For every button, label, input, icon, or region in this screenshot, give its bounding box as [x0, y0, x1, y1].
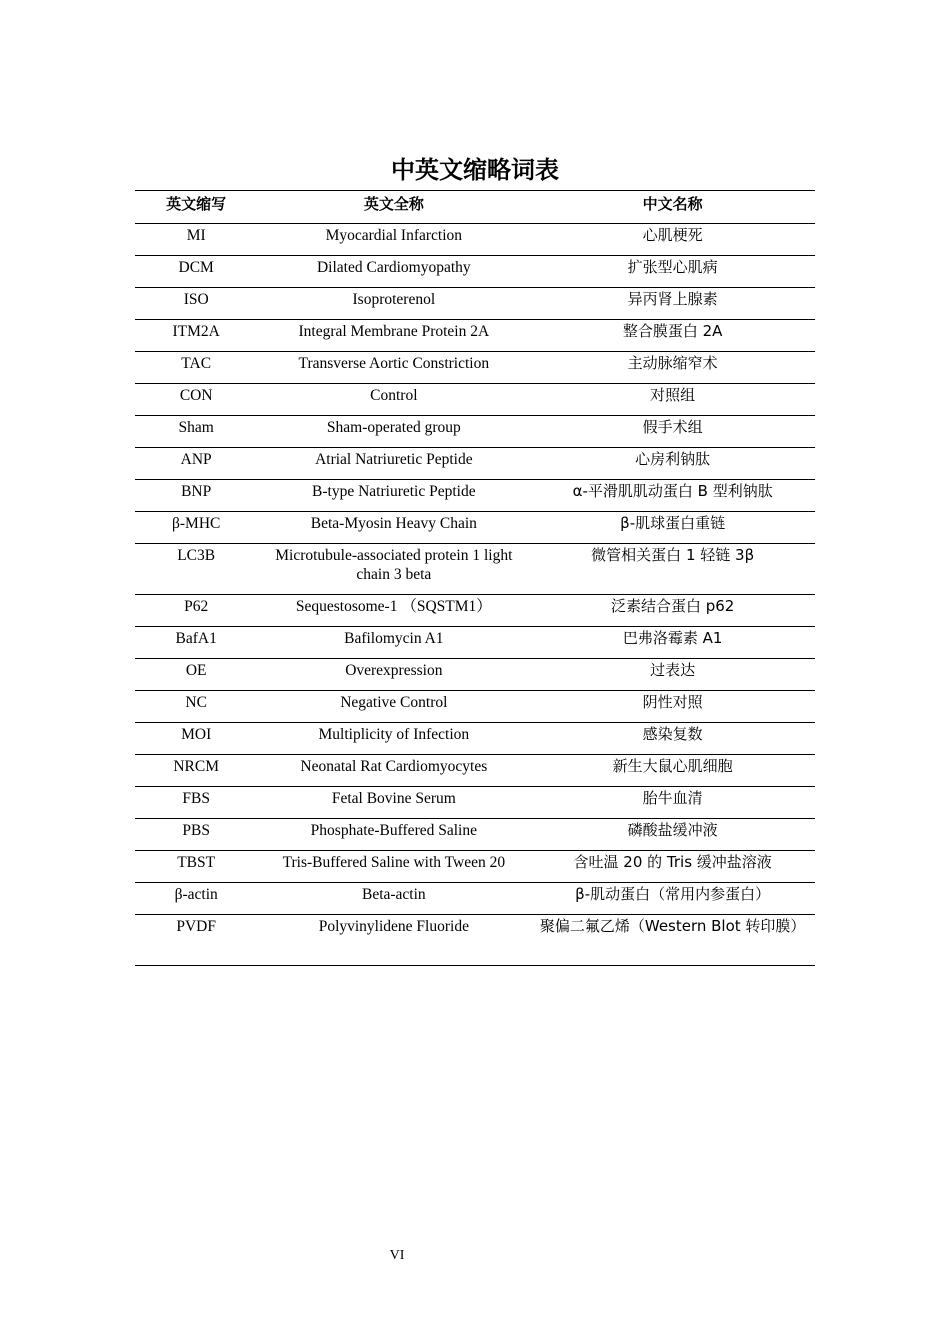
english-name-cell: Beta-actin — [257, 883, 530, 915]
table-row — [135, 384, 815, 416]
table-row — [135, 819, 815, 851]
chinese-name-cell: 对照组 — [530, 384, 815, 416]
english-name-cell: Myocardial Infarction — [257, 224, 530, 256]
header-abbreviation: 英文缩写 — [135, 191, 257, 224]
table-row — [135, 659, 815, 691]
table-header-row — [135, 191, 815, 224]
abbreviation-cell: MI — [135, 224, 257, 256]
table-row — [135, 627, 815, 659]
english-name-cell: Multiplicity of Infection — [257, 723, 530, 755]
abbreviation-table — [135, 190, 815, 966]
chinese-name-cell: 心房利钠肽 — [530, 448, 815, 480]
table-row — [135, 755, 815, 787]
table-row — [135, 915, 815, 966]
chinese-name-cell: β-肌球蛋白重链 — [530, 512, 815, 544]
table-row — [135, 787, 815, 819]
english-name-cell: Atrial Natriuretic Peptide — [257, 448, 530, 480]
table-row — [135, 416, 815, 448]
abbreviation-cell: NRCM — [135, 755, 257, 787]
english-name-cell: B-type Natriuretic Peptide — [257, 480, 530, 512]
chinese-name-cell: 微管相关蛋白 1 轻链 3β — [530, 544, 815, 595]
abbreviation-cell: PVDF — [135, 915, 257, 966]
table-row — [135, 320, 815, 352]
table-row — [135, 851, 815, 883]
abbreviation-cell: TAC — [135, 352, 257, 384]
abbreviation-cell: BNP — [135, 480, 257, 512]
table-row — [135, 595, 815, 627]
table-row — [135, 288, 815, 320]
english-name-cell: Integral Membrane Protein 2A — [257, 320, 530, 352]
abbreviation-cell: β-actin — [135, 883, 257, 915]
english-name-cell: Overexpression — [257, 659, 530, 691]
abbreviation-cell: ANP — [135, 448, 257, 480]
abbreviation-cell: BafA1 — [135, 627, 257, 659]
english-name-cell: Bafilomycin A1 — [257, 627, 530, 659]
chinese-name-cell: 主动脉缩窄术 — [530, 352, 815, 384]
english-name-cell: Dilated Cardiomyopathy — [257, 256, 530, 288]
abbreviation-cell: MOI — [135, 723, 257, 755]
abbreviation-cell: CON — [135, 384, 257, 416]
table-row — [135, 883, 815, 915]
page-number: VI — [389, 1248, 405, 1263]
header-english-full-name: 英文全称 — [257, 191, 530, 224]
english-name-cell: Microtubule-associated protein 1 light chain 3 beta — [257, 544, 530, 595]
table-row — [135, 448, 815, 480]
english-name-cell: Fetal Bovine Serum — [257, 787, 530, 819]
chinese-name-cell: 含吐温 20 的 Tris 缓冲盐溶液 — [530, 851, 815, 883]
page-title: 中英文缩略词表 — [391, 156, 559, 184]
english-name-cell: Sham-operated group — [257, 416, 530, 448]
table-row — [135, 352, 815, 384]
english-name-cell: Isoproterenol — [257, 288, 530, 320]
abbreviation-cell: Sham — [135, 416, 257, 448]
english-name-cell: Polyvinylidene Fluoride — [257, 915, 530, 966]
chinese-name-cell: 胎牛血清 — [530, 787, 815, 819]
chinese-name-cell: 阴性对照 — [530, 691, 815, 723]
english-name-cell: Sequestosome-1 （SQSTM1） — [257, 595, 530, 627]
table-row — [135, 691, 815, 723]
chinese-name-cell: 泛素结合蛋白 p62 — [530, 595, 815, 627]
table-row — [135, 512, 815, 544]
table-row — [135, 480, 815, 512]
english-name-cell: Negative Control — [257, 691, 530, 723]
table-row — [135, 723, 815, 755]
abbreviation-cell: TBST — [135, 851, 257, 883]
abbreviation-cell: P62 — [135, 595, 257, 627]
chinese-name-cell: 整合膜蛋白 2A — [530, 320, 815, 352]
abbreviation-cell: FBS — [135, 787, 257, 819]
english-name-cell: Neonatal Rat Cardiomyocytes — [257, 755, 530, 787]
english-name-cell: Beta-Myosin Heavy Chain — [257, 512, 530, 544]
chinese-name-cell: 过表达 — [530, 659, 815, 691]
abbreviation-cell: PBS — [135, 819, 257, 851]
chinese-name-cell: 磷酸盐缓冲液 — [530, 819, 815, 851]
chinese-name-cell: 聚偏二氟乙烯（Western Blot 转印膜） — [530, 915, 815, 966]
abbreviation-cell: NC — [135, 691, 257, 723]
chinese-name-cell: 异丙肾上腺素 — [530, 288, 815, 320]
chinese-name-cell: 假手术组 — [530, 416, 815, 448]
chinese-name-cell: 扩张型心肌病 — [530, 256, 815, 288]
table-row — [135, 224, 815, 256]
header-chinese-name: 中文名称 — [530, 191, 815, 224]
abbreviation-cell: β-MHC — [135, 512, 257, 544]
table-row — [135, 256, 815, 288]
english-name-cell: Transverse Aortic Constriction — [257, 352, 530, 384]
table-row — [135, 544, 815, 595]
abbreviation-cell: ISO — [135, 288, 257, 320]
abbreviation-cell: ITM2A — [135, 320, 257, 352]
chinese-name-cell: α-平滑肌肌动蛋白 B 型利钠肽 — [530, 480, 815, 512]
abbreviation-cell: DCM — [135, 256, 257, 288]
english-name-cell: Phosphate-Buffered Saline — [257, 819, 530, 851]
chinese-name-cell: 心肌梗死 — [530, 224, 815, 256]
chinese-name-cell: β-肌动蛋白（常用内参蛋白） — [530, 883, 815, 915]
abbreviation-cell: LC3B — [135, 544, 257, 595]
chinese-name-cell: 感染复数 — [530, 723, 815, 755]
chinese-name-cell: 巴弗洛霉素 A1 — [530, 627, 815, 659]
chinese-name-cell: 新生大鼠心肌细胞 — [530, 755, 815, 787]
english-name-cell: Control — [257, 384, 530, 416]
abbreviation-cell: OE — [135, 659, 257, 691]
english-name-cell: Tris-Buffered Saline with Tween 20 — [257, 851, 530, 883]
